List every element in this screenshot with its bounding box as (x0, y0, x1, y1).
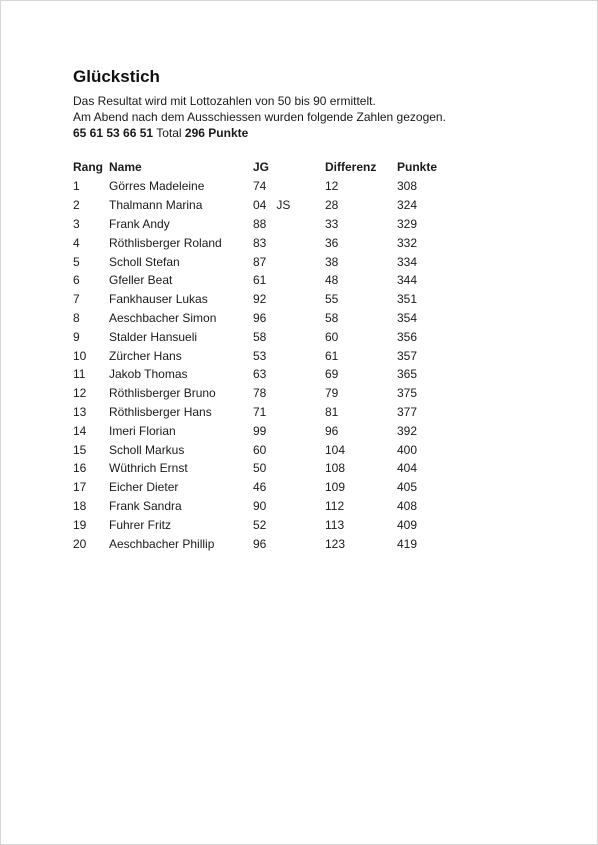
table-row (73, 534, 457, 553)
differenz-cell: 58 (325, 310, 339, 325)
name-cell: Imeri Florian (109, 423, 176, 438)
junior-tag: JS (276, 198, 291, 213)
rang-cell: 15 (73, 442, 87, 457)
table-row (73, 497, 457, 516)
rang-cell: 11 (73, 367, 86, 382)
differenz-cell: 113 (325, 517, 345, 532)
table-row (73, 233, 457, 252)
punkte-cell: 357 (397, 348, 418, 363)
rang-cell: 1 (73, 179, 80, 194)
table-row (73, 252, 457, 271)
differenz-cell: 104 (325, 442, 346, 457)
jg-cell: 96 (253, 310, 267, 325)
name-cell: Stalder Hansueli (109, 329, 198, 344)
punkte-cell: 419 (397, 536, 418, 551)
jg-cell: 74 (253, 179, 267, 194)
name-cell: Frank Sandra (109, 498, 182, 513)
intro-line-2: Am Abend nach dem Ausschiessen wurden folgende Zahlen gezogen. (73, 110, 446, 124)
differenz-cell: 112 (325, 498, 345, 513)
jg-cell: 63 (253, 367, 267, 382)
intro-line-1: Das Resultat wird mit Lottozahlen von 50 bis 90 ermittelt. (73, 94, 376, 108)
name-cell: Scholl Markus (109, 442, 185, 457)
header-differenz: Differenz (325, 160, 377, 174)
rang-cell: 6 (73, 273, 80, 288)
punkte-cell: 329 (397, 216, 418, 231)
jg-cell: 78 (253, 386, 267, 401)
rang-cell: 18 (73, 498, 87, 513)
document-content (73, 67, 543, 553)
jg-cell: 99 (253, 423, 267, 438)
rang-cell: 16 (73, 461, 87, 476)
punkte-cell: 354 (397, 310, 418, 325)
jg-cell: 60 (253, 442, 267, 457)
punkte-cell: 308 (397, 179, 418, 194)
intro-text (73, 93, 543, 141)
punkte-cell: 356 (397, 329, 418, 344)
differenz-cell: 81 (325, 404, 339, 419)
name-cell: Aeschbacher Phillip (109, 536, 215, 551)
rang-cell: 7 (73, 292, 80, 307)
table-row (73, 365, 457, 384)
rang-cell: 14 (73, 423, 87, 438)
table-row (73, 459, 457, 478)
differenz-cell: 60 (325, 329, 339, 344)
table-row (73, 327, 457, 346)
name-cell: Frank Andy (109, 216, 170, 231)
punkte-cell: 344 (397, 273, 418, 288)
name-cell: Wüthrich Ernst (109, 461, 188, 476)
name-cell: Röthlisberger Roland (109, 235, 222, 250)
rang-cell: 3 (73, 216, 80, 231)
table-row (73, 440, 457, 459)
differenz-cell: 48 (325, 273, 339, 288)
table-row (73, 196, 457, 215)
punkte-cell: 375 (397, 386, 418, 401)
punkte-cell: 365 (397, 367, 418, 382)
differenz-cell: 69 (325, 367, 339, 382)
name-cell: Gfeller Beat (109, 273, 173, 288)
table-row (73, 271, 457, 290)
jg-cell: 90 (253, 498, 267, 513)
rang-cell: 5 (73, 254, 80, 269)
punkte-cell: 405 (397, 480, 418, 495)
differenz-cell: 12 (325, 179, 339, 194)
punkte-cell: 404 (397, 461, 418, 476)
name-cell: Fankhauser Lukas (109, 292, 208, 307)
table-row (73, 421, 457, 440)
punkte-cell: 409 (397, 517, 418, 532)
header-punkte: Punkte (397, 160, 438, 174)
differenz-cell: 28 (325, 198, 339, 213)
total-unit: Punkte (208, 126, 249, 140)
header-name: Name (109, 160, 142, 174)
differenz-cell: 96 (325, 423, 339, 438)
rang-cell: 12 (73, 386, 87, 401)
name-cell: Aeschbacher Simon (109, 310, 217, 325)
rang-cell: 17 (73, 480, 87, 495)
table-row (73, 478, 457, 497)
header-rang: Rang (73, 160, 103, 174)
name-cell: Thalmann Marina (109, 198, 203, 213)
differenz-cell: 108 (325, 461, 346, 476)
drawn-numbers: 65 61 53 66 51 (73, 126, 154, 140)
jg-cell: 58 (253, 329, 267, 344)
table-row (73, 290, 457, 309)
jg-cell: 04 (253, 198, 267, 213)
differenz-cell: 33 (325, 216, 339, 231)
name-cell: Fuhrer Fritz (109, 517, 172, 532)
rang-cell: 9 (73, 329, 80, 344)
rang-cell: 4 (73, 235, 80, 250)
results-body (73, 177, 457, 553)
rang-cell: 10 (73, 348, 87, 363)
jg-cell: 50 (253, 461, 267, 476)
name-cell: Görres Madeleine (109, 179, 205, 194)
differenz-cell: 79 (325, 386, 339, 401)
table-header-row (73, 157, 457, 177)
name-cell: Jakob Thomas (109, 367, 188, 382)
jg-cell: 92 (253, 292, 267, 307)
rang-cell: 20 (73, 536, 87, 551)
rang-cell: 13 (73, 404, 87, 419)
punkte-cell: 324 (397, 198, 418, 213)
jg-cell: 87 (253, 254, 267, 269)
differenz-cell: 55 (325, 292, 339, 307)
jg-cell: 46 (253, 480, 267, 495)
name-cell: Scholl Stefan (109, 254, 180, 269)
differenz-cell: 61 (325, 348, 339, 363)
jg-cell: 96 (253, 536, 267, 551)
total-label: Total (156, 126, 182, 140)
rang-cell: 8 (73, 310, 80, 325)
punkte-cell: 334 (397, 254, 418, 269)
punkte-cell: 332 (397, 235, 418, 250)
results-table (73, 157, 457, 553)
header-jg: JG (253, 160, 270, 174)
name-cell: Zürcher Hans (109, 348, 182, 363)
table-row (73, 384, 457, 403)
name-cell: Röthlisberger Hans (109, 404, 212, 419)
table-row (73, 346, 457, 365)
rang-cell: 19 (73, 517, 87, 532)
jg-cell: 88 (253, 216, 267, 231)
jg-cell: 52 (253, 517, 267, 532)
name-cell: Eicher Dieter (109, 480, 179, 495)
punkte-cell: 400 (397, 442, 418, 457)
table-row (73, 177, 457, 196)
table-row (73, 309, 457, 328)
differenz-cell: 36 (325, 235, 339, 250)
jg-cell: 61 (253, 273, 267, 288)
differenz-cell: 123 (325, 536, 346, 551)
total-value: 296 (184, 126, 205, 140)
differenz-cell: 109 (325, 480, 346, 495)
punkte-cell: 377 (397, 404, 418, 419)
punkte-cell: 392 (397, 423, 418, 438)
drawn-numbers-line (73, 125, 543, 141)
punkte-cell: 408 (397, 498, 418, 513)
name-cell: Röthlisberger Bruno (109, 386, 216, 401)
differenz-cell: 38 (325, 254, 339, 269)
jg-cell: 53 (253, 348, 267, 363)
page-title: Glückstich (73, 67, 160, 86)
rang-cell: 2 (73, 198, 80, 213)
table-row (73, 403, 457, 422)
table-row (73, 215, 457, 234)
jg-cell: 83 (253, 235, 267, 250)
jg-cell: 71 (253, 404, 267, 419)
table-row (73, 515, 457, 534)
punkte-cell: 351 (397, 292, 418, 307)
